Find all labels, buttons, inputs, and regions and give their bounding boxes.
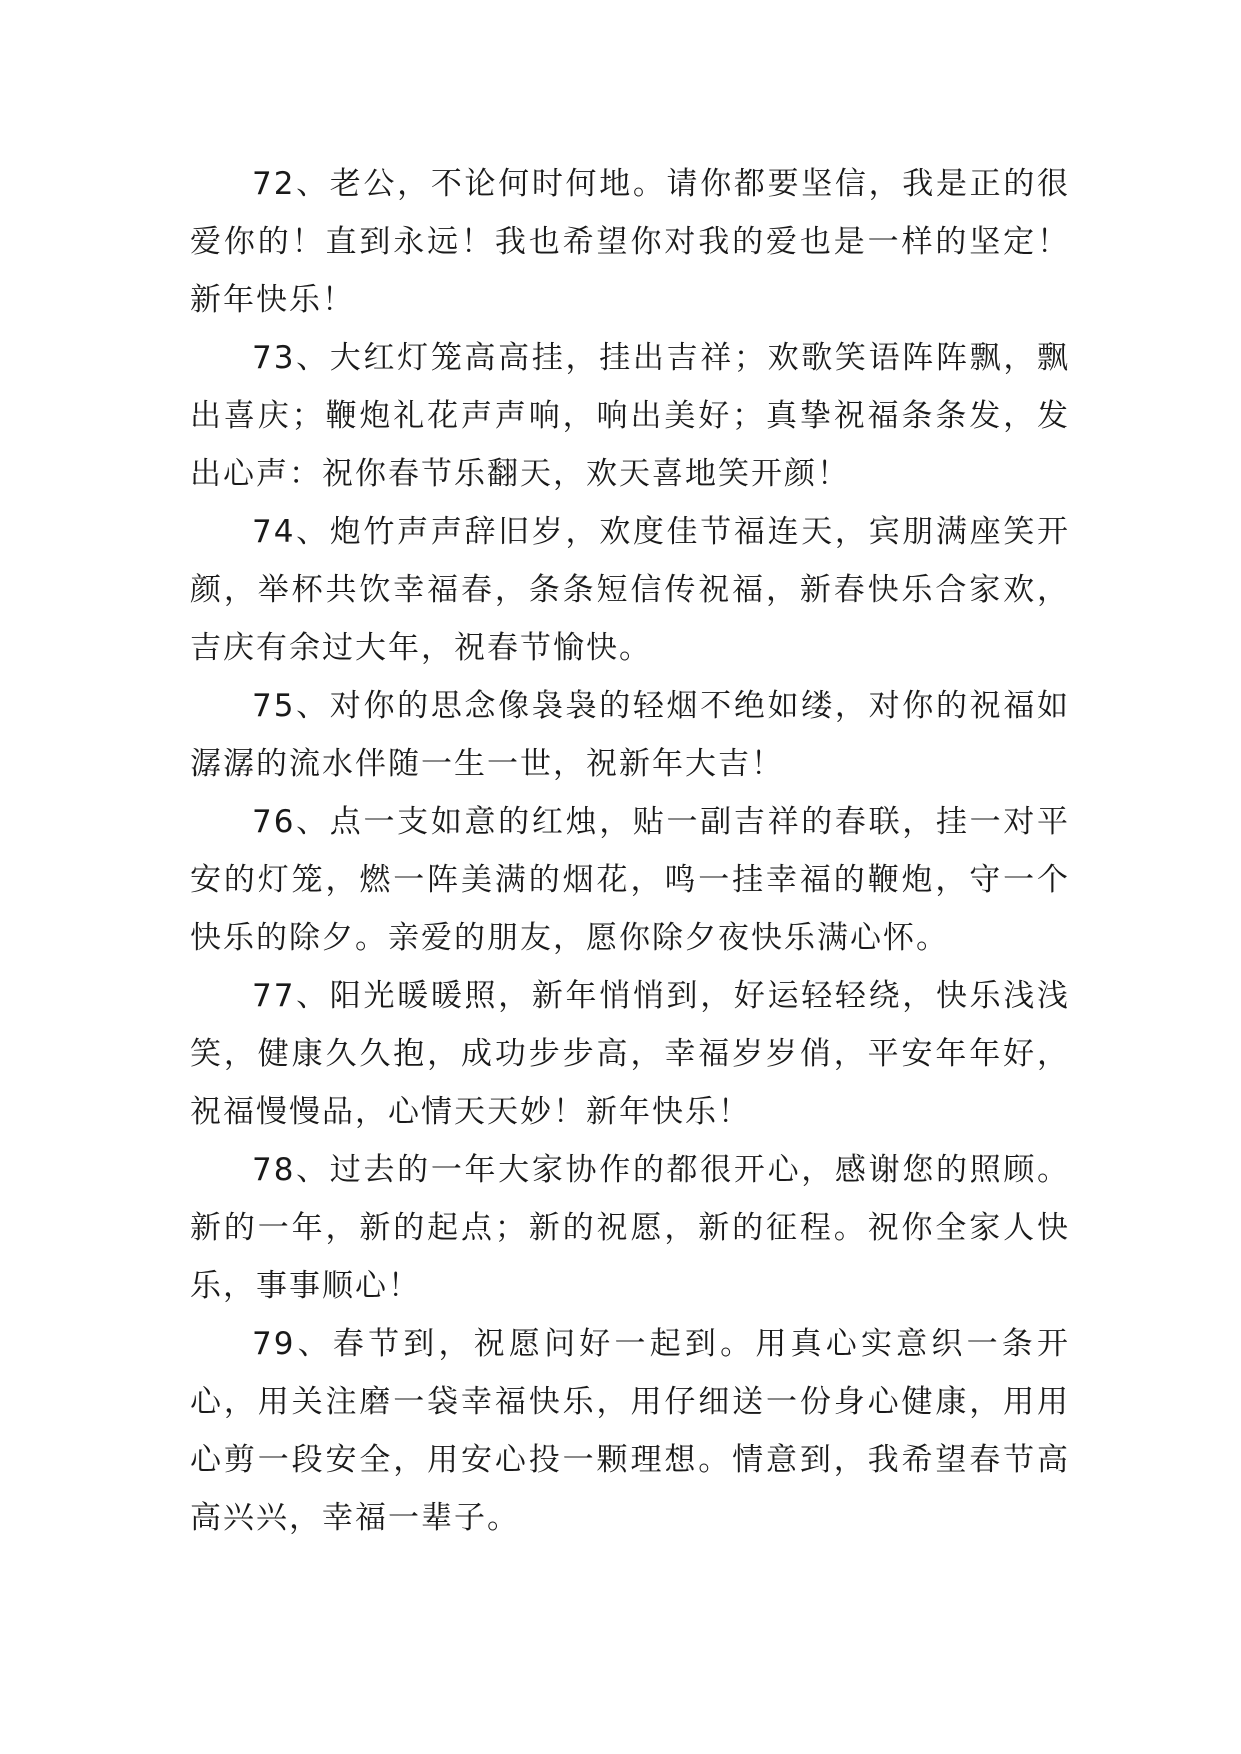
paragraph-72: 72、老公，不论何时何地。请你都要坚信，我是正的很爱你的！直到永远！我也希望你对我的爱也是一样的坚定！新年快乐！ — [190, 166, 1070, 318]
paragraph-74: 74、炮竹声声辞旧岁，欢度佳节福连天，宾朋满座笑开颜，举杯共饮幸福春，条条短信传祝福，新春快乐合家欢，吉庆有余过大年，祝春节愉快。 — [190, 514, 1070, 666]
paragraph-76: 76、点一支如意的红烛，贴一副吉祥的春联，挂一对平安的灯笼，燃一阵美满的烟花，鸣一挂幸福的鞭炮，守一个快乐的除夕。亲爱的朋友，愿你除夕夜快乐满心怀。 — [190, 804, 1070, 956]
paragraph-73: 73、大红灯笼高高挂，挂出吉祥；欢歌笑语阵阵飘，飘出喜庆；鞭炮礼花声声响，响出美好；真挚祝福条条发，发出心声：祝你春节乐翻天，欢天喜地笑开颜！ — [190, 340, 1070, 492]
body-text — [190, 155, 1070, 1547]
paragraph-79: 79、春节到，祝愿问好一起到。用真心实意织一条开心，用关注磨一袋幸福快乐，用仔细送一份身心健康，用用心剪一段安全，用安心投一颗理想。情意到，我希望春节高高兴兴，幸福一辈子。 — [190, 1326, 1070, 1536]
paragraph-78: 78、过去的一年大家协作的都很开心，感谢您的照顾。新的一年，新的起点；新的祝愿，新的征程。祝你全家人快乐，事事顺心！ — [190, 1152, 1070, 1304]
paragraph-77: 77、阳光暖暖照，新年悄悄到，好运轻轻绕，快乐浅浅笑，健康久久抱，成功步步高，幸福岁岁俏，平安年年好，祝福慢慢品，心情天天妙！新年快乐！ — [190, 978, 1070, 1130]
paragraph-75: 75、对你的思念像袅袅的轻烟不绝如缕，对你的祝福如潺潺的流水伴随一生一世，祝新年大吉！ — [190, 688, 1070, 782]
